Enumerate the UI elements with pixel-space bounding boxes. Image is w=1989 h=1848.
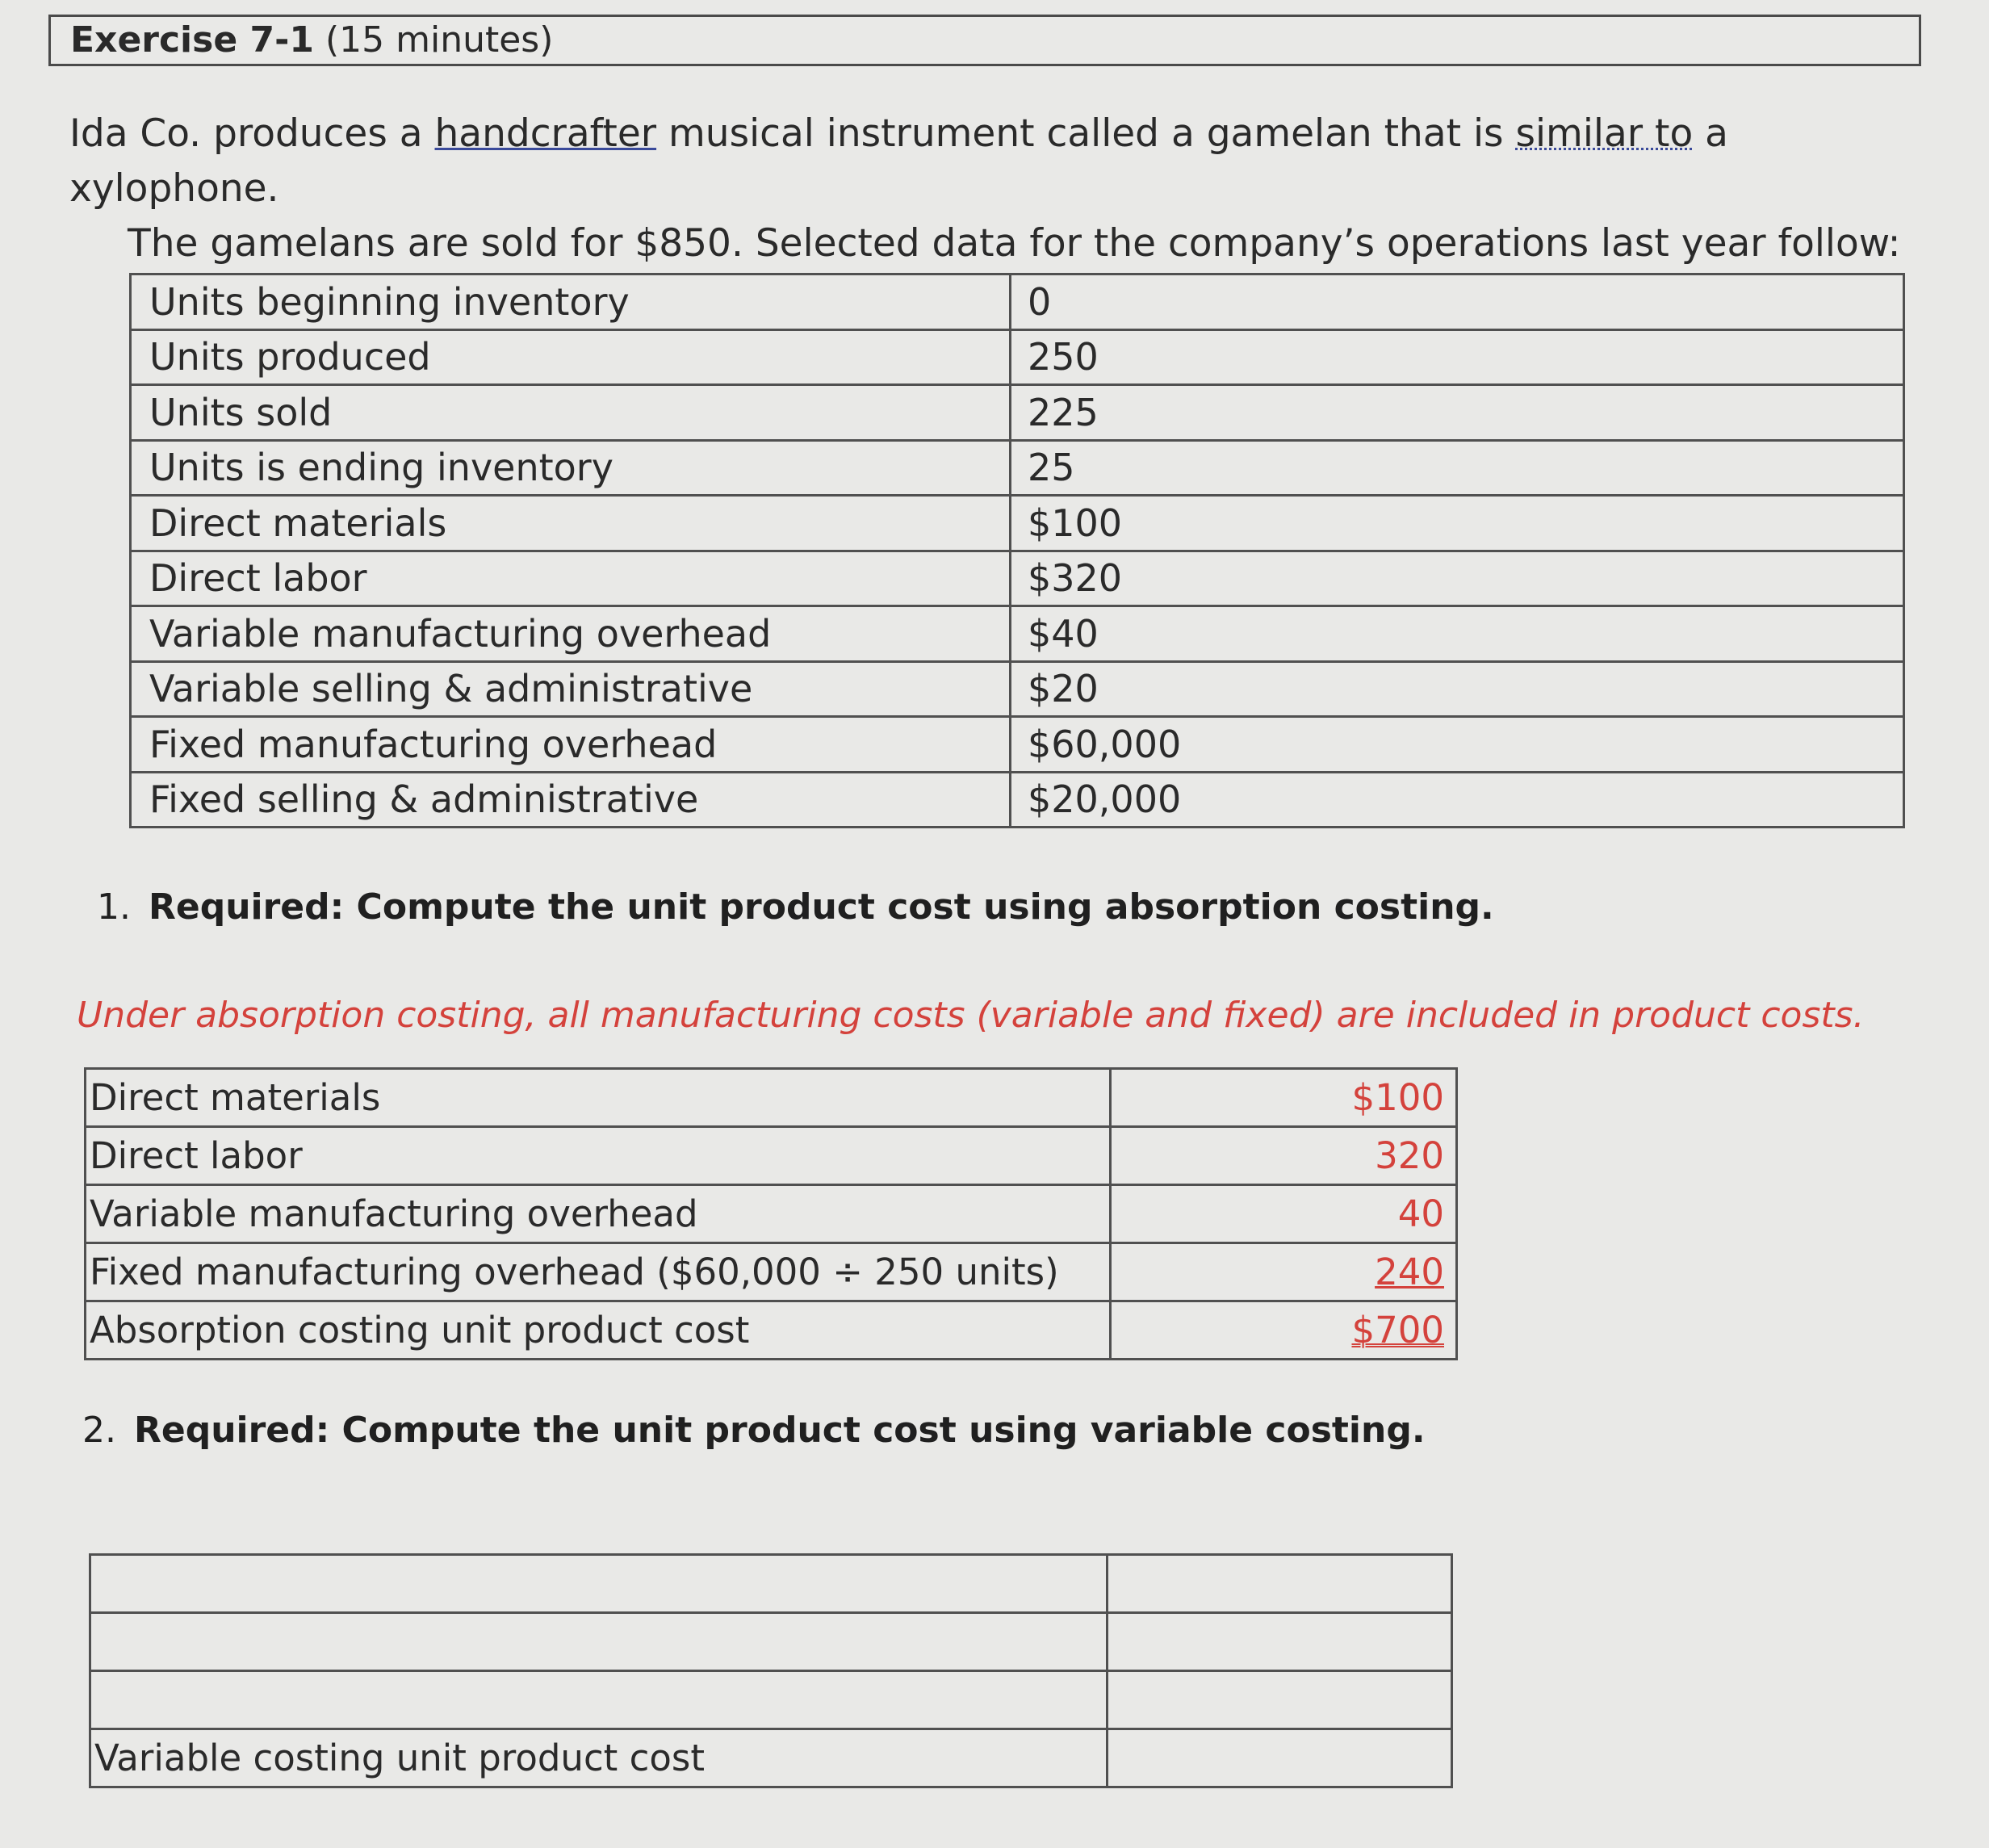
absorption-costing-table	[84, 1067, 1458, 1360]
cost-label-input[interactable]	[90, 1555, 1108, 1613]
variable-costing-table	[89, 1553, 1453, 1788]
cost-amount: 240	[1375, 1251, 1444, 1293]
absorption-note: Under absorption costing, all manufacturing costs (variable and fixed) are included in product costs.	[77, 995, 1865, 1036]
table-row	[131, 772, 1904, 828]
cost-label: Direct labor	[86, 1127, 1111, 1185]
table-row	[131, 329, 1904, 385]
cost-amount: 320	[1375, 1134, 1444, 1177]
requirement-text: Required: Compute the unit product cost using absorption costing.	[148, 886, 1494, 928]
requirement-2	[82, 1410, 1426, 1451]
cost-amount: $100	[1351, 1076, 1444, 1119]
cost-amount-cell[interactable]	[1111, 1127, 1457, 1185]
table-row	[90, 1729, 1452, 1787]
row-value: $320	[1011, 551, 1904, 606]
table-row	[131, 661, 1904, 717]
requirement-number: 1.	[97, 886, 131, 928]
exercise-title	[48, 15, 1921, 66]
cost-label-input[interactable]	[90, 1671, 1108, 1729]
spelling-flagged-word: handcrafter	[434, 111, 657, 156]
cost-amount-cell[interactable]	[1111, 1185, 1457, 1243]
row-value: 0	[1011, 274, 1904, 330]
cost-label: Direct materials	[86, 1069, 1111, 1127]
grammar-flagged-phrase: similar to	[1515, 111, 1694, 156]
table-row	[90, 1671, 1452, 1729]
operations-data-table	[129, 273, 1905, 828]
intro-text: Ida Co. produces a	[69, 111, 435, 156]
table-row	[131, 606, 1904, 662]
table-row	[131, 385, 1904, 441]
requirement-number: 2.	[82, 1410, 116, 1451]
cost-amount-input[interactable]	[1108, 1613, 1452, 1671]
row-label: Direct materials	[131, 496, 1011, 551]
cost-amount-input[interactable]	[1108, 1555, 1452, 1613]
row-label: Variable manufacturing overhead	[131, 606, 1011, 662]
row-value: 250	[1011, 329, 1904, 385]
total-amount: $700	[1351, 1309, 1444, 1351]
row-label: Units is ending inventory	[131, 440, 1011, 496]
table-row	[86, 1127, 1457, 1185]
intro-line-2: The gamelans are sold for $850. Selected data for the company’s operations last year follow:	[128, 221, 1901, 266]
row-label: Fixed manufacturing overhead	[131, 717, 1011, 773]
row-value: 225	[1011, 385, 1904, 441]
total-amount-input[interactable]	[1108, 1729, 1452, 1787]
table-row	[86, 1243, 1457, 1301]
table-row	[131, 496, 1904, 551]
total-label: Variable costing unit product cost	[90, 1729, 1108, 1787]
row-value: 25	[1011, 440, 1904, 496]
cost-label: Fixed manufacturing overhead ($60,000 ÷ 250 units)	[86, 1243, 1111, 1301]
total-amount-cell[interactable]	[1111, 1301, 1457, 1360]
row-value: $100	[1011, 496, 1904, 551]
intro-line-1	[69, 107, 1926, 216]
row-value: $60,000	[1011, 717, 1904, 773]
row-value: $40	[1011, 606, 1904, 662]
table-row	[86, 1301, 1457, 1360]
row-label: Units sold	[131, 385, 1011, 441]
total-label: Absorption costing unit product cost	[86, 1301, 1111, 1360]
exercise-duration: (15 minutes)	[325, 19, 554, 61]
requirement-1	[97, 886, 1494, 928]
row-label: Variable selling & administrative	[131, 661, 1011, 717]
cost-amount-cell[interactable]	[1111, 1243, 1457, 1301]
intro-text: a xylophone.	[69, 111, 1728, 211]
row-value: $20	[1011, 661, 1904, 717]
cost-label: Variable manufacturing overhead	[86, 1185, 1111, 1243]
row-label: Fixed selling & administrative	[131, 772, 1011, 828]
table-row	[131, 551, 1904, 606]
row-value: $20,000	[1011, 772, 1904, 828]
exercise-number: Exercise 7-1	[70, 19, 314, 61]
cost-label-input[interactable]	[90, 1613, 1108, 1671]
table-row	[131, 717, 1904, 773]
table-row	[90, 1555, 1452, 1613]
table-row	[90, 1613, 1452, 1671]
problem-intro	[69, 107, 1926, 271]
row-label: Units beginning inventory	[131, 274, 1011, 330]
cost-amount-cell[interactable]	[1111, 1069, 1457, 1127]
table-row	[131, 440, 1904, 496]
cost-amount-input[interactable]	[1108, 1671, 1452, 1729]
requirement-text: Required: Compute the unit product cost using variable costing.	[133, 1410, 1426, 1451]
row-label: Direct labor	[131, 551, 1011, 606]
table-row	[131, 274, 1904, 330]
cost-amount: 40	[1397, 1192, 1444, 1235]
table-row	[86, 1185, 1457, 1243]
table-row	[86, 1069, 1457, 1127]
row-label: Units produced	[131, 329, 1011, 385]
intro-text: musical instrument called a gamelan that is	[656, 111, 1516, 156]
